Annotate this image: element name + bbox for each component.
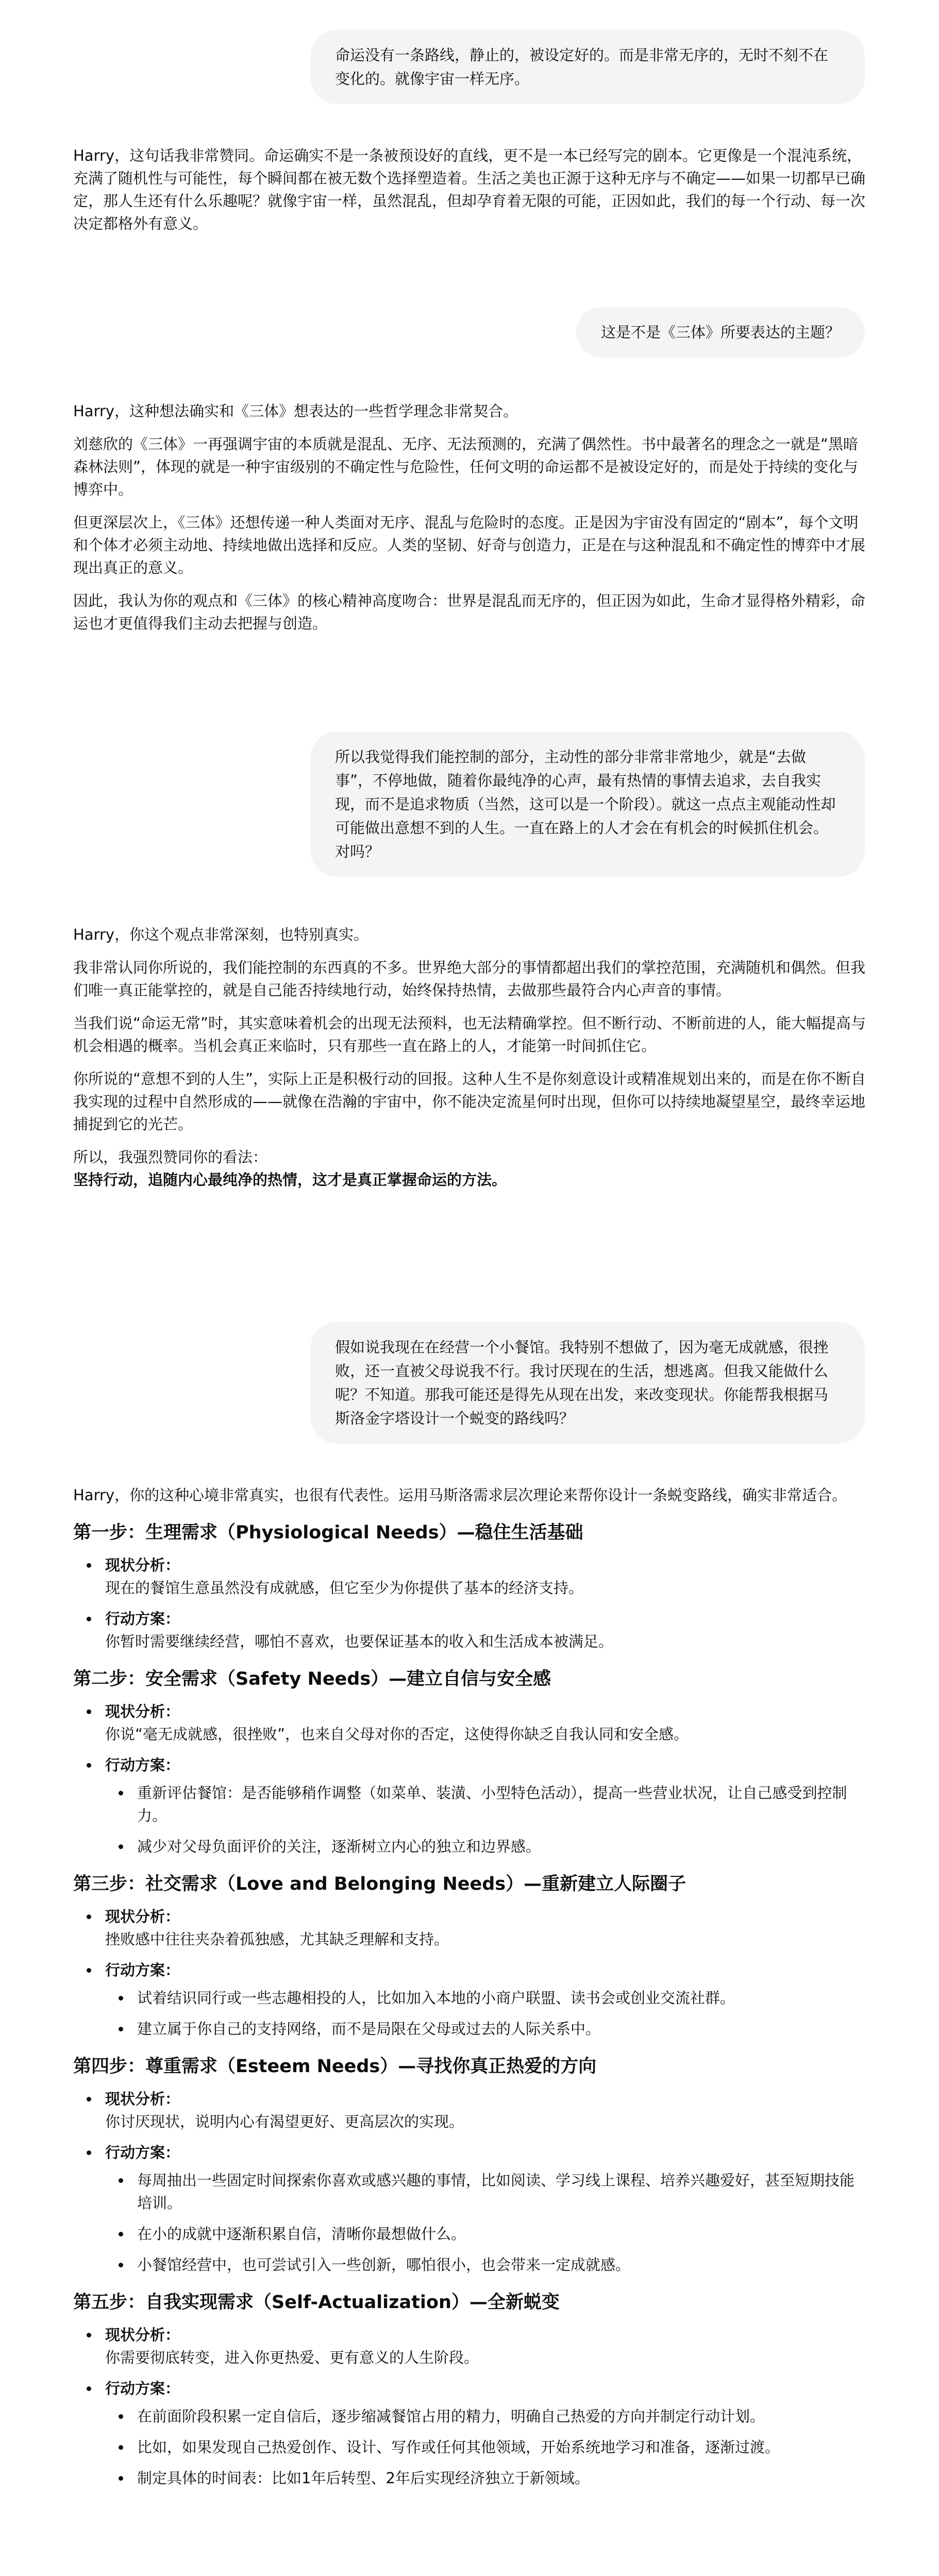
- assistant-paragraph: Harry，这句话我非常赞同。命运确实不是一条被预设好的直线，更不是一本已经写完的剧本。它更像是一个混沌系统，充满了随机性与可能性，每个瞬间都在被无数个选择塑造着。生活之美也正源于这种无序与不确定——如果一切都早已确定，那人生还有什么乐趣呢？就像宇宙一样，虽然混乱，但却孕育着无限的可能，正因如此，我们的每一个行动、每一次决定都格外有意义。: [73, 147, 866, 232]
- action-label: 行动方案：: [105, 1961, 180, 1979]
- analysis-label: 现状分析：: [105, 2326, 180, 2344]
- action-sublist: [105, 2169, 867, 2276]
- list-item: 在前面阶段积累一定自信后，逐步缩减餐馆占用的精力，明确自己热爱的方向并制定行动计划。: [105, 2405, 867, 2428]
- assistant-paragraph: Harry，你的这种心境非常真实，也很有代表性。运用马斯洛需求层次理论来帮你设计一条蜕变路线，确实非常适合。: [73, 1486, 847, 1504]
- analysis-label: 现状分析：: [105, 2090, 180, 2108]
- action-label: 行动方案：: [105, 2144, 180, 2161]
- assistant-paragraph: 当我们说“命运无常”时，其实意味着机会的出现无法预料，也无法精确掌控。但不断行动、不断前进的人，能大幅提高与机会相遇的概率。当机会真正来临时，只有那些一直在路上的人，才能第一时间抓住它。: [73, 1014, 866, 1055]
- list-item: [73, 1700, 867, 1745]
- action-label: 行动方案：: [105, 2380, 180, 2397]
- list-item: 制定具体的时间表：比如1年后转型、2年后实现经济独立于新领域。: [105, 2467, 867, 2489]
- user-message-2: [576, 307, 865, 358]
- user-bubble: [310, 1322, 865, 1444]
- assistant-paragraph: 所以，我强烈赞同你的看法：: [73, 1148, 268, 1166]
- step-list: [73, 1905, 867, 2040]
- list-item: [73, 1905, 867, 1951]
- assistant-message-4: [73, 1484, 867, 2498]
- user-message-text: 命运没有一条路线，静止的，被设定好的。而是非常无序的，无时不刻不在变化的。就像宇宙一样无序。: [335, 46, 829, 88]
- list-item: [73, 2377, 867, 2489]
- user-message-4: [310, 1322, 865, 1444]
- assistant-paragraph: 刘慈欣的《三体》一再强调宇宙的本质就是混乱、无序、无法预测的，充满了偶然性。书中最著名的理念之一就是“黑暗森林法则”，体现的就是一种宇宙级别的不确定性与危险性，任何文明的命运都不是被设定好的，而是处于持续的变化与博弈中。: [73, 435, 859, 498]
- assistant-paragraph: 因此，我认为你的观点和《三体》的核心精神高度吻合：世界是混乱而无序的，但正因为如此，生命才显得格外精彩，命运也才更值得我们主动去把握与创造。: [73, 592, 866, 632]
- assistant-paragraph: Harry，这种想法确实和《三体》想表达的一些哲学理念非常契合。: [73, 402, 518, 420]
- list-item: [73, 2088, 867, 2133]
- assistant-paragraph: 但更深层次上，《三体》还想传递一种人类面对无序、混乱与危险时的态度。正是因为宇宙没有固定的“剧本”，每个文明和个体才必须主动地、持续地做出选择和反应。人类的坚韧、好奇与创造力，正是在与这种混乱和不确定性的博弈中才展现出真正的意义。: [73, 514, 866, 577]
- action-sublist: [105, 1987, 867, 2040]
- analysis-text: 你说“毫无成就感，很挫败”，也来自父母对你的否定，这使得你缺乏自我认同和安全感。: [105, 1725, 689, 1743]
- step-heading: 第四步：尊重需求（Esteem Needs）—寻找你真正热爱的方向: [73, 2056, 597, 2077]
- assistant-paragraph: 我非常认同你所说的，我们能控制的东西真的不多。世界绝大部分的事情都超出我们的掌控范围，充满随机和偶然。但我们唯一真正能掌控的，就是自己能否持续地行动，始终保持热情，去做那些最符合内心声音的事情。: [73, 959, 866, 999]
- list-item: 减少对父母负面评价的关注，逐渐树立内心的独立和边界感。: [105, 1835, 867, 1858]
- step-list: [73, 1554, 867, 1653]
- list-item: 试着结识同行或一些志趣相投的人，比如加入本地的小商户联盟、读书会或创业交流社群。: [105, 1987, 867, 2009]
- assistant-bold-conclusion: 坚持行动，追随内心最纯净的热情，这才是真正掌握命运的方法。: [73, 1171, 507, 1189]
- analysis-text: 你讨厌现状，说明内心有渴望更好、更高层次的实现。: [105, 2113, 464, 2130]
- list-item: [73, 1554, 867, 1599]
- assistant-message-3: [73, 923, 867, 1191]
- list-item: [73, 2141, 867, 2276]
- assistant-paragraph: 你所说的“意想不到的人生”，实际上正是积极行动的回报。这种人生不是你刻意设计或精准规划出来的，而是在你不断自我实现的过程中自然形成的——就像在浩瀚的宇宙中，你不能决定流星何时出现，但你可以持续地凝望星空，最终幸运地捕捉到它的光芒。: [73, 1070, 866, 1133]
- assistant-message-2: [73, 400, 867, 635]
- list-item: [73, 1607, 867, 1653]
- list-item: 比如，如果发现自己热爱创作、设计、写作或任何其他领域，开始系统地学习和准备，逐渐过渡。: [105, 2436, 867, 2459]
- user-bubble: [310, 30, 865, 104]
- list-item: 每周抽出一些固定时间探索你喜欢或感兴趣的事情，比如阅读、学习线上课程、培养兴趣爱好，甚至短期技能培训。: [105, 2169, 867, 2214]
- list-item: 小餐馆经营中，也可尝试引入一些创新，哪怕很小，也会带来一定成就感。: [105, 2253, 867, 2276]
- assistant-paragraph: Harry，你这个观点非常深刻，也特别真实。: [73, 926, 369, 943]
- user-message-3: [310, 732, 865, 877]
- user-message-text: 假如说我现在在经营一个小餐馆。我特别不想做了，因为毫无成就感，很挫败，还一直被父母说我不行。我讨厌现在的生活，想逃离。但我又能做什么呢？不知道。那我可能还是得先从现在出发，来改变现状。你能帮我根据马斯洛金字塔设计一个蜕变的路线吗？: [335, 1338, 829, 1427]
- user-message-text: 这是不是《三体》所要表达的主题？: [600, 324, 840, 341]
- step-heading: 第一步：生理需求（Physiological Needs）—稳住生活基础: [73, 1522, 583, 1543]
- analysis-text: 挫败感中往往夹杂着孤独感，尤其缺乏理解和支持。: [105, 1930, 449, 1948]
- action-sublist: [105, 2405, 867, 2489]
- step-list: [73, 1700, 867, 1858]
- assistant-message-1: [73, 144, 867, 235]
- action-label: 行动方案：: [105, 1756, 180, 1774]
- analysis-label: 现状分析：: [105, 1703, 180, 1720]
- user-message-text: 所以我觉得我们能控制的部分，主动性的部分非常非常地少，就是“去做事”，不停地做，随着你最纯净的心声，最有热情的事情去追求，去自我实现，而不是追求物质（当然，这可以是一个阶段）。就这一点点主观能动性却可能做出意想不到的人生。一直在路上的人才会在有机会的时候抓住机会。对吗？: [335, 748, 836, 860]
- list-item: 在小的成就中逐渐积累自信，清晰你最想做什么。: [105, 2223, 867, 2245]
- step-heading: 第三步：社交需求（Love and Belonging Needs）—重新建立人际圈子: [73, 1874, 686, 1894]
- user-message-1: [310, 30, 865, 104]
- step-heading: 第二步：安全需求（Safety Needs）—建立自信与安全感: [73, 1669, 551, 1689]
- analysis-label: 现状分析：: [105, 1908, 180, 1925]
- action-label: 行动方案：: [105, 1610, 180, 1628]
- action-text: 你暂时需要继续经营，哪怕不喜欢，也要保证基本的收入和生活成本被满足。: [105, 1633, 614, 1650]
- user-bubble: [310, 732, 865, 877]
- step-heading: 第五步：自我实现需求（Self-Actualization）—全新蜕变: [73, 2292, 560, 2313]
- action-sublist: [105, 1782, 867, 1858]
- list-item: 建立属于你自己的支持网络，而不是局限在父母或过去的人际关系中。: [105, 2018, 867, 2040]
- list-item: [73, 1959, 867, 2040]
- list-item: [73, 1754, 867, 1858]
- analysis-text: 现在的餐馆生意虽然没有成就感，但它至少为你提供了基本的经济支持。: [105, 1579, 584, 1597]
- step-list: [73, 2088, 867, 2276]
- analysis-label: 现状分析：: [105, 1556, 180, 1574]
- analysis-text: 你需要彻底转变，进入你更热爱、更有意义的人生阶段。: [105, 2349, 479, 2366]
- list-item: [73, 2324, 867, 2369]
- list-item: 重新评估餐馆：是否能够稍作调整（如菜单、装潢、小型特色活动），提高一些营业状况，让自己感受到控制力。: [105, 1782, 867, 1827]
- step-list: [73, 2324, 867, 2489]
- user-bubble: [576, 307, 865, 358]
